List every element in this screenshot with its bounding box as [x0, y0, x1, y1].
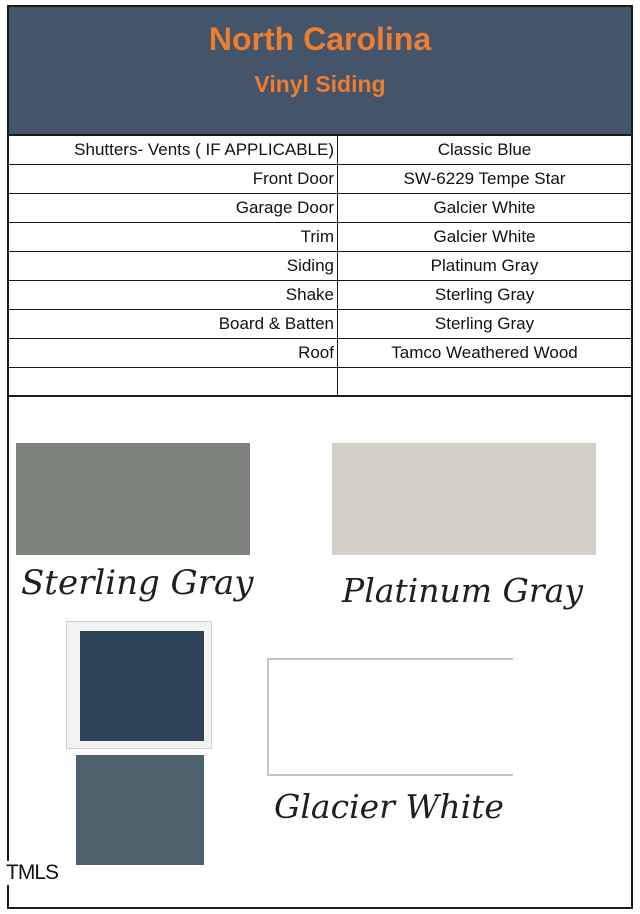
table-row: [9, 252, 631, 281]
page-title: North Carolina: [208, 21, 432, 57]
blue-gray-swatch: [76, 755, 204, 865]
spec-value-cell: Galcier White: [338, 223, 632, 252]
table-row: [9, 194, 631, 223]
table-row-empty: [9, 368, 631, 397]
spec-item-cell: Shutters- Vents ( IF APPLICABLE): [9, 136, 338, 165]
spec-item-cell: Siding: [9, 252, 338, 281]
mls-watermark: TMLS: [6, 861, 59, 884]
page-subtitle: Vinyl Siding: [254, 71, 386, 97]
header-banner: [9, 7, 631, 136]
table-row: [9, 223, 631, 252]
sterling-gray-label: Sterling Gray: [21, 563, 254, 603]
spec-value-cell: SW-6229 Tempe Star: [338, 165, 632, 194]
spec-value-cell: Tamco Weathered Wood: [338, 339, 632, 368]
color-spec-sheet: [7, 5, 633, 909]
spec-item-cell: Roof: [9, 339, 338, 368]
spec-table: [9, 136, 631, 397]
platinum-gray-label: Platinum Gray: [342, 571, 583, 610]
table-row: [9, 136, 631, 165]
table-row: [9, 339, 631, 368]
sterling-gray-swatch: [16, 443, 250, 555]
empty-cell: [9, 368, 338, 397]
spec-value-cell: Classic Blue: [338, 136, 632, 165]
spec-item-cell: Shake: [9, 281, 338, 310]
empty-cell: [338, 368, 632, 397]
glacier-white-label: Glacier White: [274, 787, 504, 826]
table-row: [9, 281, 631, 310]
spec-item-cell: Garage Door: [9, 194, 338, 223]
glacier-white-swatch: [267, 658, 513, 776]
spec-item-cell: Board & Batten: [9, 310, 338, 339]
classic-blue-swatch: [80, 631, 204, 741]
table-row: [9, 165, 631, 194]
spec-value-cell: Platinum Gray: [338, 252, 632, 281]
platinum-gray-swatch: [332, 443, 596, 555]
spec-value-cell: Galcier White: [338, 194, 632, 223]
table-row: [9, 310, 631, 339]
spec-value-cell: Sterling Gray: [338, 281, 632, 310]
spec-item-cell: Trim: [9, 223, 338, 252]
spec-value-cell: Sterling Gray: [338, 310, 632, 339]
spec-item-cell: Front Door: [9, 165, 338, 194]
